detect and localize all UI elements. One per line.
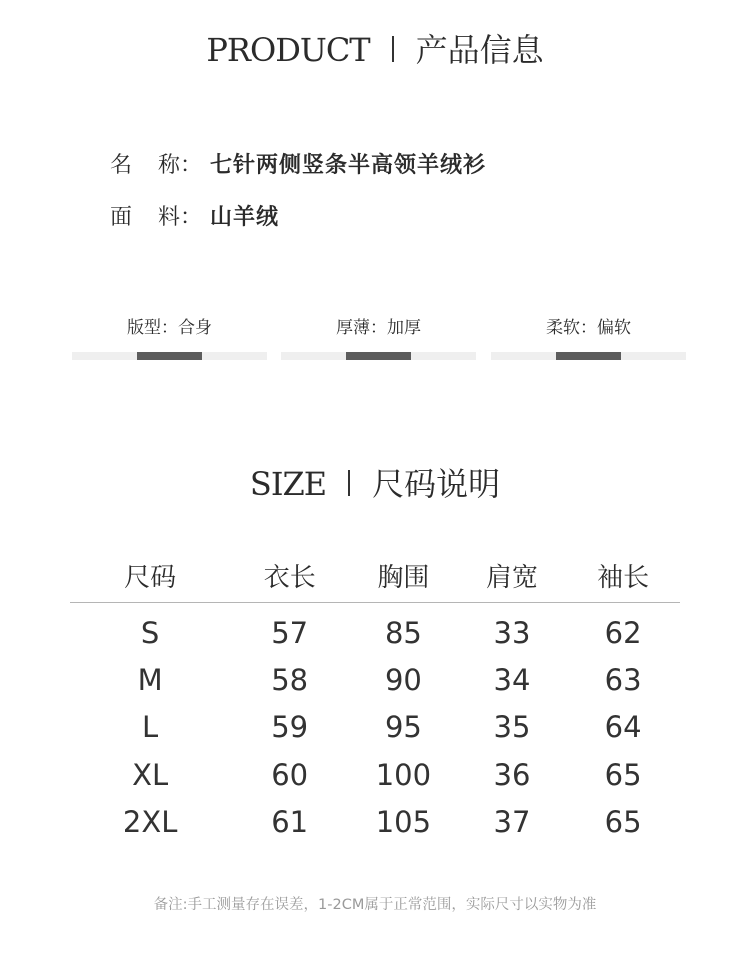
table-row	[70, 799, 680, 846]
size-table-header-row	[70, 548, 680, 603]
size-table	[70, 548, 680, 846]
table-row	[70, 704, 680, 751]
header-length: 衣长	[230, 548, 349, 603]
attribute-value: 加厚	[387, 318, 421, 338]
table-cell: 61	[271, 805, 309, 840]
table-cell: 62	[604, 615, 642, 650]
table-cell: 58	[271, 663, 309, 698]
table-row	[70, 656, 680, 703]
table-cell: 63	[604, 663, 642, 698]
heading-divider	[392, 36, 394, 62]
table-cell: 57	[271, 615, 309, 650]
table-cell: 100	[375, 757, 432, 792]
header-sleeve: 袖长	[566, 548, 680, 603]
attribute-fit	[72, 316, 267, 366]
product-heading	[0, 28, 750, 72]
table-cell: XL	[132, 757, 169, 792]
table-cell: 37	[493, 805, 531, 840]
size-heading-zh: 尺码说明	[372, 465, 501, 503]
table-cell: 105	[375, 805, 432, 840]
table-cell: 95	[384, 710, 422, 745]
attribute-scale-marker	[556, 352, 621, 360]
table-cell: 34	[493, 663, 531, 698]
table-row	[70, 751, 680, 798]
table-cell: 60	[271, 757, 309, 792]
attribute-value: 合身	[178, 318, 212, 338]
table-cell: 36	[493, 757, 531, 792]
header-chest: 胸围	[349, 548, 458, 603]
attribute-scale-marker	[137, 352, 202, 360]
product-heading-en: PRODUCT	[206, 31, 370, 69]
attribute-value: 偏软	[597, 318, 631, 338]
table-cell: 35	[493, 710, 531, 745]
attribute-label: 版型：	[127, 318, 178, 338]
attribute-thickness	[281, 316, 476, 366]
measurement-note: 备注:手工测量存在误差，1-2CM属于正常范围，实际尺寸以实物为准	[153, 897, 597, 913]
table-cell: 64	[604, 710, 642, 745]
attribute-label: 柔软：	[546, 318, 597, 338]
product-heading-zh: 产品信息	[415, 31, 544, 69]
fabric-label: 面 料：	[110, 205, 203, 230]
header-size: 尺码	[70, 548, 230, 603]
table-cell: 2XL	[122, 805, 178, 840]
fabric-value: 山羊绒	[210, 205, 280, 230]
table-cell: 65	[604, 757, 642, 792]
table-row	[70, 603, 680, 657]
attribute-softness	[491, 316, 686, 366]
table-cell: 85	[384, 615, 422, 650]
size-heading	[0, 462, 750, 506]
size-heading-en: SIZE	[249, 465, 327, 503]
heading-divider	[348, 470, 350, 496]
table-cell: L	[142, 710, 159, 745]
table-cell: 90	[384, 663, 422, 698]
table-cell: 65	[604, 805, 642, 840]
attribute-scale-marker	[346, 352, 411, 360]
table-cell: 59	[271, 710, 309, 745]
header-shoulder: 肩宽	[458, 548, 567, 603]
table-cell: S	[140, 615, 160, 650]
attribute-label: 厚薄：	[336, 318, 387, 338]
name-value: 七针两侧竖条半高领羊绒衫	[210, 153, 487, 178]
name-label: 名 称：	[110, 153, 203, 178]
table-cell: M	[137, 663, 163, 698]
table-cell: 33	[493, 615, 531, 650]
info-row-fabric	[110, 203, 279, 233]
info-row-name	[110, 151, 486, 181]
